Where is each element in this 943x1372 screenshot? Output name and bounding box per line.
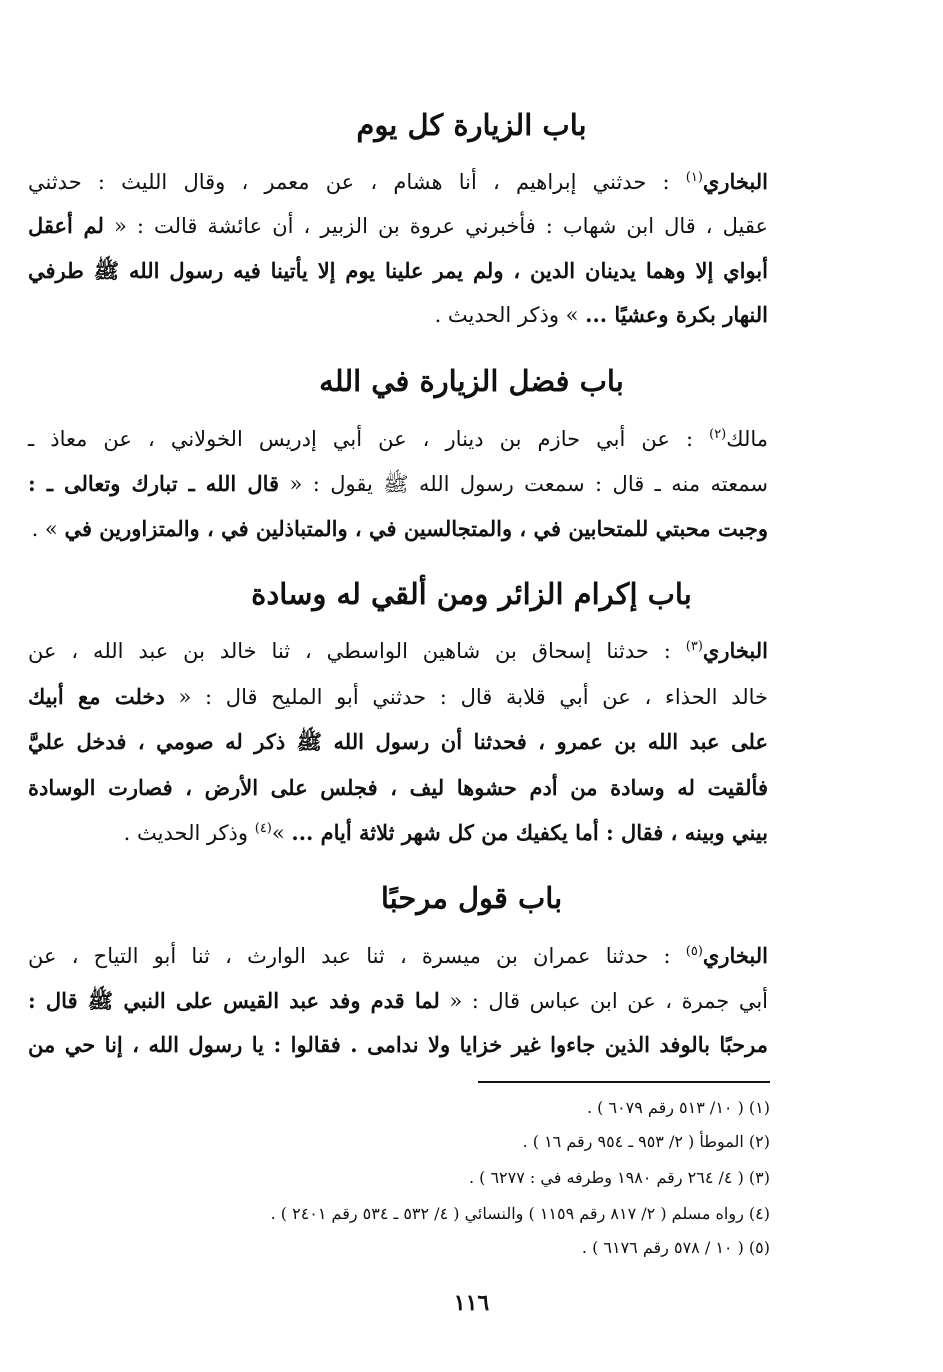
page-number: ١١٦ (453, 1290, 490, 1316)
hadith-text: لما قدم وفد عبد القيس على النبي ﷺ قال : (28, 988, 440, 1013)
hadith-text: على عبد الله بن عمرو ، فحدثنا أن رسول الله ﷺ ذكر له صومي ، فدخل عليَّ (28, 729, 768, 754)
footnote: (٣) ( ٤/ ٢٦٤ رقم ١٩٨٠ وطرفه في : ٦٢٧٧ ) . (468, 1168, 770, 1187)
footnote-ref: (٥) (685, 944, 703, 959)
hadith-text: وجبت محبتي للمتحابين في ، والمتجالسين في ، والمتباذلين في ، والمتزاورين في (64, 516, 768, 541)
isnad-text: أبي جمرة ، عن ابن عباس قال : « (439, 989, 768, 1013)
section-heading: باب قول مرحبًا (380, 881, 563, 915)
narrator-name: البخاري (702, 943, 768, 968)
text-line (28, 298, 768, 332)
text-line (28, 984, 768, 1018)
closing-quote: » (271, 821, 292, 845)
narrator-name: البخاري (702, 169, 768, 194)
hadith-text: بيني وبينه ، فقال : أما يكفيك من كل شهر ثلاثة أيام ... (291, 820, 768, 845)
footnote-ref: (٤) (254, 821, 272, 836)
text-line (28, 725, 768, 759)
footnote: (١) ( ١٠/ ٥١٣ رقم ٦٠٧٩ ) . (586, 1098, 770, 1117)
hadith-text: دخلت مع أبيك (28, 684, 165, 709)
text-line (28, 1028, 768, 1062)
narrator-name: البخاري (702, 638, 768, 663)
footnote-ref: (٢) (709, 427, 727, 442)
hadith-text: فألقيت له وسادة من أدم حشوها ليف ، فجلس على الأرض ، فصارت الوسادة (28, 775, 768, 800)
isnad-text: خالد الحذاء ، عن أبي قلابة قال : حدثني أبو المليح قال : « (164, 685, 769, 709)
text-line (28, 680, 768, 714)
footnote: (٥) ( ١٠ / ٥٧٨ رقم ٦١٧٦ ) . (581, 1238, 770, 1257)
isnad-text: : حدثنا إسحاق بن شاهين الواسطي ، ثنا خالد بن عبد الله ، عن (28, 639, 686, 663)
section-heading: باب فضل الزيارة في الله (319, 364, 624, 398)
closing-text: » وذكر الحديث . (434, 303, 586, 327)
footnote: (٢) الموطأ ( ٢/ ٩٥٣ ـ ٩٥٤ رقم ١٦ ) . (522, 1132, 770, 1151)
hadith-text: لم أعقل (28, 213, 104, 238)
footnote: (٤) رواه مسلم ( ٢/ ٨١٧ رقم ١١٥٩ ) والنسائي ( ٤/ ٥٣٢ ـ ٥٣٤ رقم ٢٤٠١ ) . (270, 1204, 770, 1223)
hadith-text: مرحبًا بالوفد الذين جاءوا غير خزايا ولا ندامى . فقالوا : يا رسول الله ، إنا حي من (28, 1032, 768, 1057)
narrator-name: مالك (726, 427, 768, 451)
hadith-text: النهار بكرة وعشيًا ... (585, 302, 768, 327)
text-line (28, 467, 768, 501)
text-line (28, 634, 768, 668)
text-line (28, 209, 768, 243)
isnad-text: عقيل ، قال ابن شهاب : فأخبرني عروة بن الزبير ، أن عائشة قالت : « (103, 214, 769, 238)
footnote-ref: (١) (685, 170, 703, 185)
footnote-separator (478, 1081, 770, 1083)
isnad-text: : حدثنا عمران بن ميسرة ، ثنا عبد الوارث ، ثنا أبو التياح ، عن (28, 944, 686, 968)
isnad-text: سمعته منه ـ قال : سمعت رسول الله ﷺ يقول : « (279, 472, 768, 496)
closing-text: وذكر الحديث . (123, 821, 255, 845)
section-heading: باب الزيارة كل يوم (356, 108, 587, 142)
text-line (28, 422, 768, 456)
footnote-ref: (٣) (685, 639, 703, 654)
text-line (28, 512, 768, 546)
closing-text: » . (31, 517, 65, 541)
isnad-text: : حدثني إبراهيم ، أنا هشام ، عن معمر ، وقال الليث : حدثني (28, 170, 686, 194)
isnad-text: : عن أبي حازم بن دينار ، عن أبي إدريس الخولاني ، عن معاذ ـ (28, 427, 710, 451)
text-line (28, 939, 768, 973)
text-line (28, 816, 768, 850)
section-heading: باب إكرام الزائر ومن ألقي له وسادة (251, 577, 692, 611)
text-line (28, 771, 768, 805)
hadith-text: قال الله ـ تبارك وتعالى ـ : (28, 471, 280, 496)
text-line (28, 254, 768, 288)
hadith-text: أبواي إلا وهما يدينان الدين ، ولم يمر علينا يوم إلا يأتينا فيه رسول الله ﷺ طرفي (28, 258, 768, 283)
text-line (28, 165, 768, 199)
